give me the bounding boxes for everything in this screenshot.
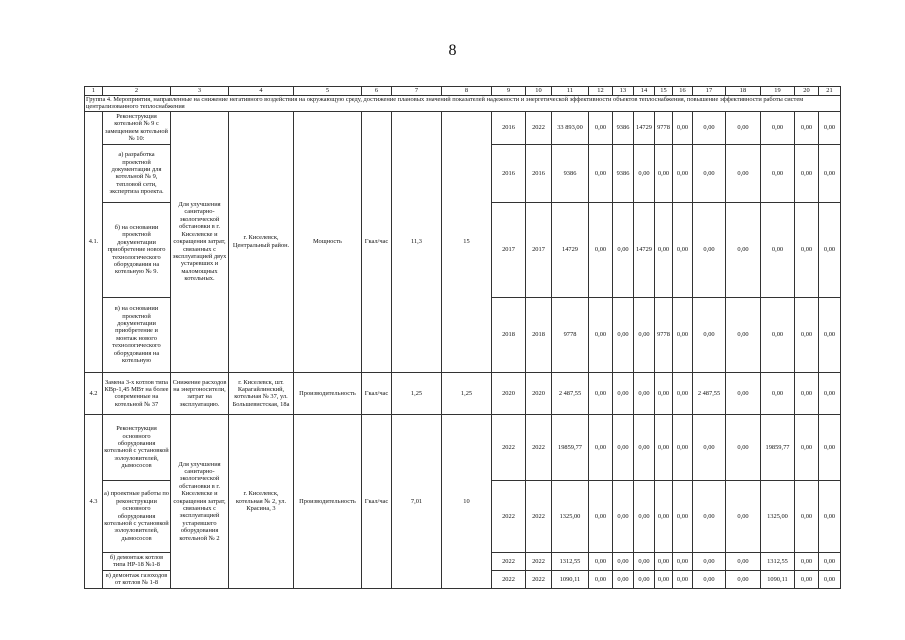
cell-c13: 0,00 [613, 480, 634, 552]
cell-c20: 0,00 [795, 372, 819, 414]
group-header-row [85, 96, 841, 112]
cell-c18: 0,00 [726, 297, 761, 372]
measure-location: г. Киселевск, шт. Карагайлинский, котельная № 37, ул. Большевистская, 18а [229, 372, 294, 414]
cell-c13: 0,00 [613, 372, 634, 414]
measure-name: в) на основании проектной документации приобретение и монтаж нового технологического оборудования на котельную [103, 297, 171, 372]
cell-c15: 0,00 [655, 202, 673, 297]
cell-c14: 0,00 [634, 480, 655, 552]
cell-c12: 0,00 [589, 111, 613, 144]
cell-c11: 9778 [552, 297, 589, 372]
cell-start: 2022 [492, 414, 526, 480]
cell-c11: 19859,77 [552, 414, 589, 480]
cell-c15: 0,00 [655, 570, 673, 588]
cell-c13: 9386 [613, 111, 634, 144]
cell-c18: 0,00 [726, 111, 761, 144]
cell-c20: 0,00 [795, 480, 819, 552]
measure-location: г. Киселевск, Центральный район. [229, 111, 294, 372]
cell-c13: 0,00 [613, 552, 634, 570]
cell-c18: 0,00 [726, 570, 761, 588]
cell-c15: 0,00 [655, 372, 673, 414]
cell-c19: 19859,77 [761, 414, 795, 480]
cell-c12: 0,00 [589, 570, 613, 588]
indicator-name: Производительность [294, 372, 362, 414]
cell-c20: 0,00 [795, 297, 819, 372]
cell-c11: 9386 [552, 144, 589, 202]
cell-c18: 0,00 [726, 480, 761, 552]
cell-c18: 0,00 [726, 414, 761, 480]
cell-c15: 9778 [655, 297, 673, 372]
cell-end: 2022 [526, 570, 552, 588]
cell-c15: 0,00 [655, 414, 673, 480]
cell-c19: 1090,11 [761, 570, 795, 588]
column-number: 12 [589, 87, 613, 96]
measure-purpose: Снижение расходов на энергоносители, затрат на эксплуатацию. [171, 372, 229, 414]
measure-name: Замена 3-х котлов типа КВр-1,45 МВт на более современные на котельной № 37 [103, 372, 171, 414]
cell-end: 2022 [526, 480, 552, 552]
cell-start: 2018 [492, 297, 526, 372]
cell-c11: 33 893,00 [552, 111, 589, 144]
column-number: 1 [85, 87, 103, 96]
column-number: 16 [673, 87, 693, 96]
column-number: 18 [726, 87, 761, 96]
cell-c12: 0,00 [589, 202, 613, 297]
group-title: Группа 4. Мероприятия, направленные на снижение негативного воздействия на окружающую среду, достижение плановых значений показателей надежности и энергетической эффективности объектов теплоснабжения, повышение эффективности работы систем централизованного теплоснабжения [85, 96, 841, 112]
column-number: 8 [442, 87, 492, 96]
cell-c21: 0,00 [819, 480, 841, 552]
cell-start: 2016 [492, 144, 526, 202]
cell-c16: 0,00 [673, 414, 693, 480]
cell-c14: 0,00 [634, 372, 655, 414]
measure-location: г. Киселевск, котельная № 2, ул. Красина, 3 [229, 414, 294, 588]
cell-c14: 14729 [634, 111, 655, 144]
value-after: 10 [442, 414, 492, 588]
cell-c21: 0,00 [819, 414, 841, 480]
table-row [85, 414, 841, 480]
cell-c19: 1312,55 [761, 552, 795, 570]
column-number: 5 [294, 87, 362, 96]
value-before: 11,3 [392, 111, 442, 372]
measure-name: в) демонтаж газоходов от котлов № 1-8 [103, 570, 171, 588]
cell-end: 2022 [526, 552, 552, 570]
cell-c21: 0,00 [819, 570, 841, 588]
cell-c21: 0,00 [819, 111, 841, 144]
cell-c21: 0,00 [819, 144, 841, 202]
cell-end: 2022 [526, 414, 552, 480]
measure-name: б) демонтаж котлов типа НР-18 №1-8 [103, 552, 171, 570]
cell-c17: 0,00 [693, 144, 726, 202]
cell-end: 2017 [526, 202, 552, 297]
cell-c14: 0,00 [634, 570, 655, 588]
cell-c11: 2 487,55 [552, 372, 589, 414]
measures-table [84, 86, 841, 589]
cell-start: 2017 [492, 202, 526, 297]
cell-c18: 0,00 [726, 202, 761, 297]
cell-c18: 0,00 [726, 372, 761, 414]
cell-c15: 0,00 [655, 144, 673, 202]
cell-start: 2022 [492, 480, 526, 552]
cell-c19: 0,00 [761, 202, 795, 297]
cell-c14: 14729 [634, 202, 655, 297]
cell-c17: 2 487,55 [693, 372, 726, 414]
column-number: 2 [103, 87, 171, 96]
cell-c16: 0,00 [673, 297, 693, 372]
cell-end: 2018 [526, 297, 552, 372]
cell-start: 2020 [492, 372, 526, 414]
cell-c12: 0,00 [589, 144, 613, 202]
cell-c20: 0,00 [795, 144, 819, 202]
cell-c21: 0,00 [819, 202, 841, 297]
measure-purpose: Для улучшения санитарно-экологической обстановки в г. Киселевске и сокращения затрат, связанных с эксплуатацией устаревшего оборудования котельной № 2 [171, 414, 229, 588]
measure-name: Реконструкция основного оборудования котельной с установкой золоуловителей, дымососов [103, 414, 171, 480]
cell-c20: 0,00 [795, 414, 819, 480]
cell-c14: 0,00 [634, 144, 655, 202]
cell-c12: 0,00 [589, 552, 613, 570]
cell-c16: 0,00 [673, 144, 693, 202]
column-number: 11 [552, 87, 589, 96]
cell-c16: 0,00 [673, 570, 693, 588]
column-number: 6 [362, 87, 392, 96]
cell-c19: 0,00 [761, 144, 795, 202]
cell-c17: 0,00 [693, 202, 726, 297]
cell-c11: 1325,00 [552, 480, 589, 552]
item-number: 4.3 [85, 414, 103, 588]
cell-c14: 0,00 [634, 297, 655, 372]
cell-c11: 1312,55 [552, 552, 589, 570]
indicator-name: Мощность [294, 111, 362, 372]
cell-c19: 0,00 [761, 372, 795, 414]
cell-c17: 0,00 [693, 111, 726, 144]
cell-c17: 0,00 [693, 480, 726, 552]
cell-c13: 0,00 [613, 297, 634, 372]
column-number: 14 [634, 87, 655, 96]
indicator-unit: Гкал/час [362, 372, 392, 414]
cell-c20: 0,00 [795, 552, 819, 570]
cell-c17: 0,00 [693, 570, 726, 588]
indicator-unit: Гкал/час [362, 111, 392, 372]
column-number: 7 [392, 87, 442, 96]
cell-c17: 0,00 [693, 414, 726, 480]
cell-c11: 1090,11 [552, 570, 589, 588]
column-number: 4 [229, 87, 294, 96]
cell-c18: 0,00 [726, 144, 761, 202]
item-number: 4.1. [85, 111, 103, 372]
cell-c20: 0,00 [795, 570, 819, 588]
column-number: 9 [492, 87, 526, 96]
measure-name: Реконструкция котельной № 9 с замещением котельной № 10: [103, 111, 171, 144]
cell-c19: 1325,00 [761, 480, 795, 552]
measure-name: а) проектные работы по реконструкции основного оборудования котельной с установкой золоуловителей, дымососов [103, 480, 171, 552]
value-before: 1,25 [392, 372, 442, 414]
cell-c15: 0,00 [655, 480, 673, 552]
measure-purpose: Для улучшения санитарно-экологической обстановки в г. Киселевске и сокращения затрат, связанных с эксплуатацией двух устаревших и маломощных котельных. [171, 111, 229, 372]
cell-c17: 0,00 [693, 552, 726, 570]
cell-c20: 0,00 [795, 111, 819, 144]
cell-c18: 0,00 [726, 552, 761, 570]
page-number: 8 [448, 42, 457, 59]
value-after: 15 [442, 111, 492, 372]
column-number: 17 [693, 87, 726, 96]
table-row [85, 111, 841, 144]
cell-c19: 0,00 [761, 111, 795, 144]
column-number: 21 [819, 87, 841, 96]
cell-start: 2022 [492, 552, 526, 570]
cell-end: 2016 [526, 144, 552, 202]
cell-c21: 0,00 [819, 372, 841, 414]
column-number-row [85, 87, 841, 96]
cell-c12: 0,00 [589, 372, 613, 414]
value-before: 7,01 [392, 414, 442, 588]
cell-c13: 0,00 [613, 570, 634, 588]
value-after: 1,25 [442, 372, 492, 414]
cell-end: 2022 [526, 111, 552, 144]
cell-end: 2020 [526, 372, 552, 414]
cell-c13: 0,00 [613, 202, 634, 297]
cell-c12: 0,00 [589, 297, 613, 372]
cell-c15: 0,00 [655, 552, 673, 570]
cell-c16: 0,00 [673, 202, 693, 297]
cell-c21: 0,00 [819, 552, 841, 570]
measure-name: а) разработка проектной документации для котельной № 9, тепловой сети, экспертиза проекта. [103, 144, 171, 202]
indicator-unit: Гкал/час [362, 414, 392, 588]
cell-c16: 0,00 [673, 111, 693, 144]
cell-start: 2016 [492, 111, 526, 144]
column-number: 10 [526, 87, 552, 96]
cell-c16: 0,00 [673, 372, 693, 414]
cell-c14: 0,00 [634, 414, 655, 480]
cell-c15: 9778 [655, 111, 673, 144]
cell-c12: 0,00 [589, 480, 613, 552]
column-number: 20 [795, 87, 819, 96]
table-row [85, 372, 841, 414]
indicator-name: Производительность [294, 414, 362, 588]
column-number: 15 [655, 87, 673, 96]
cell-c16: 0,00 [673, 480, 693, 552]
item-number: 4.2 [85, 372, 103, 414]
cell-c16: 0,00 [673, 552, 693, 570]
cell-c14: 0,00 [634, 552, 655, 570]
cell-c13: 9386 [613, 144, 634, 202]
cell-c13: 0,00 [613, 414, 634, 480]
measure-name: б) на основании проектной документации приобретение нового технологического оборудования на котельную № 9. [103, 202, 171, 297]
cell-c12: 0,00 [589, 414, 613, 480]
cell-c21: 0,00 [819, 297, 841, 372]
cell-start: 2022 [492, 570, 526, 588]
cell-c17: 0,00 [693, 297, 726, 372]
cell-c11: 14729 [552, 202, 589, 297]
cell-c20: 0,00 [795, 202, 819, 297]
column-number: 19 [761, 87, 795, 96]
column-number: 13 [613, 87, 634, 96]
column-number: 3 [171, 87, 229, 96]
cell-c19: 0,00 [761, 297, 795, 372]
